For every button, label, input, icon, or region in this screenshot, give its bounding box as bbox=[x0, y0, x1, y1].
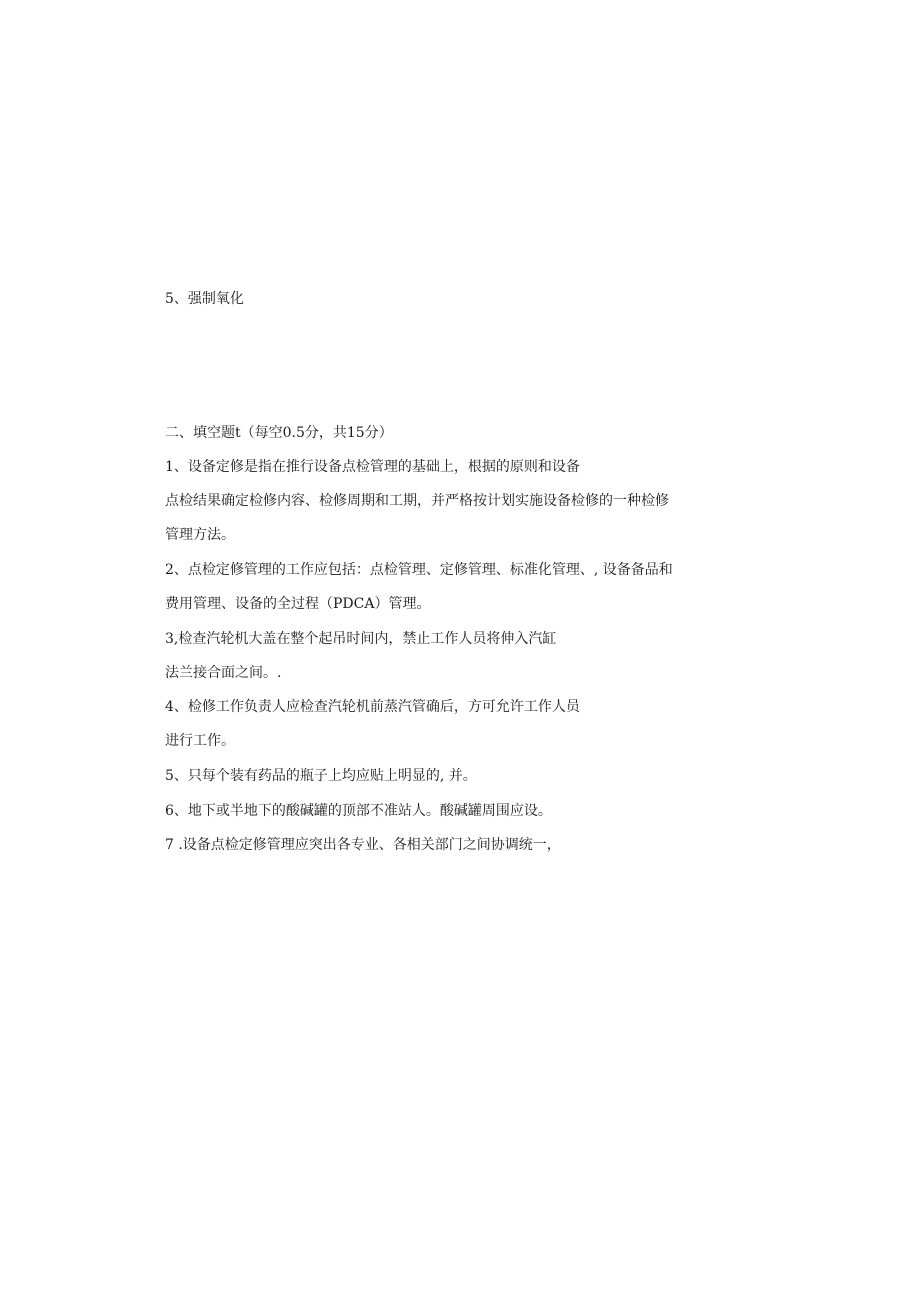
question-4-line-2: 进行工作。 bbox=[165, 733, 235, 749]
question-1-line-1: 1、设备定修是指在推行设备点检管理的基础上，根据的原则和设备 bbox=[165, 459, 580, 475]
answer-item-5: 5、强制氧化 bbox=[165, 291, 244, 307]
question-3-line-1: 3,检查汽轮机大盖在整个起吊时间内，禁止工作人员将伸入汽缸 bbox=[165, 631, 557, 647]
question-6: 6、地下或半地下的酸碱罐的顶部不准站人。酸碱罐周围应设。 bbox=[165, 803, 552, 819]
question-7: 7 .设备点检定修管理应突出各专业、各相关部门之间协调统一， bbox=[165, 837, 561, 853]
question-1-line-3: 管理方法。 bbox=[165, 527, 235, 543]
section-title-fill-in-blank: 二、填空题t（每空0.5分，共15分） bbox=[165, 425, 393, 441]
question-3-line-2: 法兰接合面之间。. bbox=[165, 665, 282, 681]
question-1-line-2: 点检结果确定检修内容、检修周期和工期，并严格按计划实施设备检修的一种检修 bbox=[165, 493, 669, 509]
question-2-line-1: 2、点检定修管理的工作应包括：点检管理、定修管理、标准化管理、, 设备备品和 bbox=[165, 562, 673, 578]
question-2-line-2: 费用管理、设备的全过程（PDCA）管理。 bbox=[165, 596, 431, 612]
question-4-line-1: 4、检修工作负责人应检查汽轮机前蒸汽管确后，方可允许工作人员 bbox=[165, 699, 580, 715]
question-5: 5、只每个装有药品的瓶子上均应贴上明显的, 并。 bbox=[165, 768, 477, 784]
